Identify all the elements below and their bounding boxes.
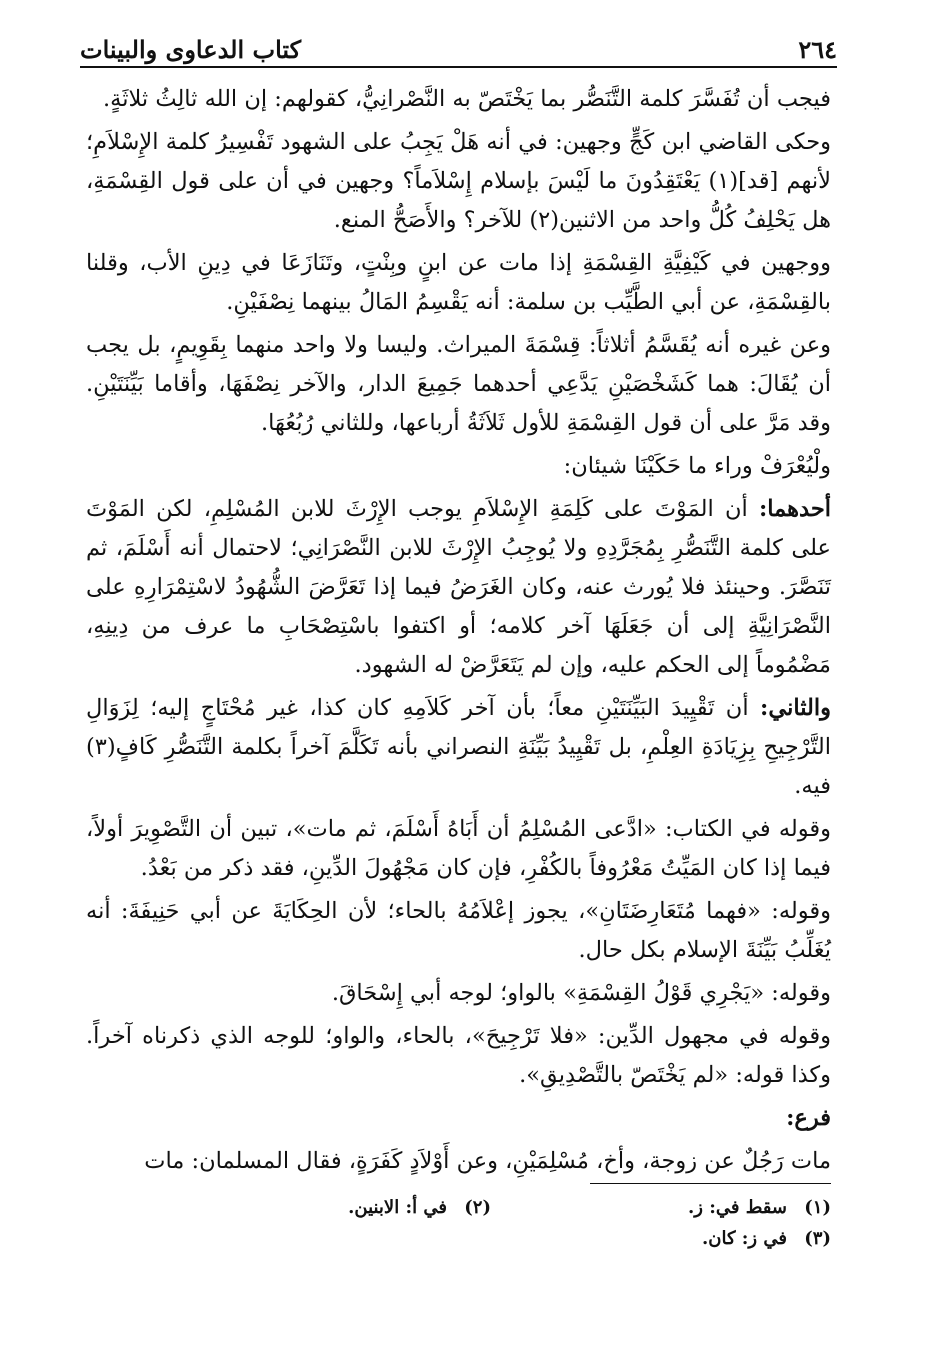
paragraph-text: فيجب أن تُفَسَّرَ كلمة التَّنَصُّر بما يَخْتَصّ به النَّصْرانِيُّ، كقولهم: إن الله ثالِثُ ثلاثَةٍ. [103, 86, 831, 112]
footnote-3 [491, 1223, 831, 1254]
footnote-number: (١) [804, 1197, 831, 1218]
paragraph-9 [86, 892, 831, 970]
final-paragraph: مات رَجُلٌ عن زوجة، وأخ، مُسْلِمَيْنِ، وعن أَوْلاَدٍ كَفَرَةٍ، فقال المسلمان: مات [144, 1148, 831, 1174]
footnote-row [86, 1192, 831, 1223]
footnote-2 [151, 1192, 491, 1223]
book-title: كتاب الدعاوى والبينات [80, 35, 302, 64]
paragraph-lead: والثاني: [760, 695, 831, 721]
section-heading: فرع: [786, 1105, 831, 1131]
paragraph-3 [86, 244, 831, 322]
paragraph-text: ووجهين في كَيْفِيَّةِ القِسْمَةِ إذا مات عن ابنٍ وبِنْتٍ، وتَنَازَعَا في دِينِ الأب، وقلنا بالقِسْمَةِ، عن أبي الطَّيِّب بن سلمة: أنه يَقْسِمُ المَالُ بينهما نِصْفَيْنِ. [86, 250, 831, 315]
paragraph-7 [86, 689, 831, 806]
paragraph-text: وقوله: «فهما مُتَعَارِضَتَانِ»، يجوز إعْلاَمُهُ بالحاء؛ لأن الحِكَايَةَ عن أبي حَنِيفَةَ: أنه يُغَلِّبُ بَيِّنَةَ الإسلام بكل حال. [86, 898, 831, 963]
footnote-text: في أ: الابنين. [348, 1197, 447, 1218]
paragraph-11 [86, 1017, 831, 1095]
main-text [86, 80, 832, 1174]
footnote-text: في ز: كان. [701, 1228, 787, 1249]
paragraph-text: أن المَوْتَ على كَلِمَةِ الإِسْلاَمِ يوجب الإِرْثَ للابن المُسْلِمِ، لكن المَوْتَ على كلمة التَّنَصُّرِ بِمُجَرَّدِهِ ولا يُوجِبُ الإِرْثَ للابن النَّصْرَانِي؛ لاحتمال أنه أَسْلَمَ، ثم تَنَصَّرَ. وحينئذ فلا يُورث عنه، وكان الغَرَضُ فيما إذا تَعَرَّضَ الشُّهُودُ لاسْتِمْرَارِهِ على النَّصْرَانِيَّةِ إلى أن جَعَلَهَا آخر كلامه؛ أو اكتفوا باسْتِصْحَابِ ما عرف من دِينِهِ، مَضْمُوماً إلى الحكم عليه، وإن لم يَتَعَرَّضْ له الشهود. [86, 496, 831, 678]
footnote-rule [590, 1183, 831, 1184]
footnote-1 [491, 1192, 831, 1223]
footnotes [86, 1192, 831, 1254]
paragraph-lead: أحدهما: [759, 496, 832, 522]
paragraph-text: أن تَقْيِيدَ البَيِّنَتَيْنِ معاً؛ بأن آخر كَلاَمِهِ كان كذا، غير مُحْتَاجٍ إليه؛ لِزَوَالِ التَّرْجِيحِ بِزِيَادَةِ العِلْمِ، بل تَقْيِيدُ بَيِّنَةِ النصراني بأنه تَكَلَّمَ آخراً بكلمة التَّنَصُّرِ كَافٍ(٣) فيه. [86, 695, 831, 799]
page-number: ٢٦٤ [798, 35, 837, 64]
footnote-text: سقط في: ز. [687, 1197, 787, 1218]
paragraph-text: وقوله في الكتاب: «ادَّعى المُسْلِمُ أن أَبَاهُ أَسْلَمَ، ثم مات»، تبين أن التَّصْوِيرَ أولاً، فيما إذا كان المَيِّتُ مَعْرُوفاً بالكُفْرِ، فإن كان مَجْهُولَ الدِّينِ، فقد ذكر من بَعْدُ. [86, 816, 831, 881]
paragraph-5 [86, 447, 831, 486]
paragraph-text: وعن غيره أنه يُقَسَّمُ أثلاثاً: قِسْمَةَ الميراث. وليسا ولا واحد منهما بِقَوِيمٍ، بل يجب أن يُقَالَ: هما كَشَخْصَيْنِ يَدَّعِي أحدهما جَمِيعَ الدار، والآخر نِصْفَهَا، وأقاما بَيِّنَتَيْنِ. وقد مَرَّ على أن قول القِسْمَةِ للأول ثَلاَثَةُ أرباعها، وللثاني رُبُعُهَا. [86, 332, 831, 436]
footnote-number: (٢) [464, 1197, 491, 1218]
paragraph-1 [86, 80, 831, 119]
paragraph-text: وقوله في مجهول الدِّين: «فلا تَرْجِيحَ»، بالحاء، والواو؛ للوجه الذي ذكرناه آخراً. وكذا قوله: «لم يَخْتَصّ بالتَّصْدِيقِ». [86, 1023, 831, 1088]
page-header [80, 26, 837, 64]
paragraph-8 [86, 810, 831, 888]
paragraph-text: وحكى القاضي ابن كَجٍّ وجهين: في أنه هَلْ يَجِبُ على الشهود تَفْسِيرُ كلمة الإِسْلاَمِ؛ لأنهم [قد](١) يَعْتَقِدُونَ ما لَيْسَ بإسلام إِسْلاَماً؟ وجهين في أن على قول القِسْمَةِ، هل يَحْلِفُ كُلُّ واحد من الاثنين(٢) للآخر؟ والأَصَحُّ المنع. [86, 129, 831, 233]
footnote-row [86, 1223, 831, 1254]
paragraph-4 [86, 326, 831, 443]
paragraph-6 [86, 490, 831, 685]
paragraph-10 [86, 974, 831, 1013]
header-rule [80, 66, 837, 68]
paragraph-text: ولْيُعْرَفْ وراء ما حَكَيْنَا شيئان: [563, 453, 831, 479]
paragraph-2 [86, 123, 831, 240]
footnote-number: (٣) [804, 1228, 831, 1249]
paragraph-text: وقوله: «يَجْرِي قَوْلُ القِسْمَةِ» بالواو؛ لوجه أبي إِسْحَاقَ. [331, 980, 831, 1006]
